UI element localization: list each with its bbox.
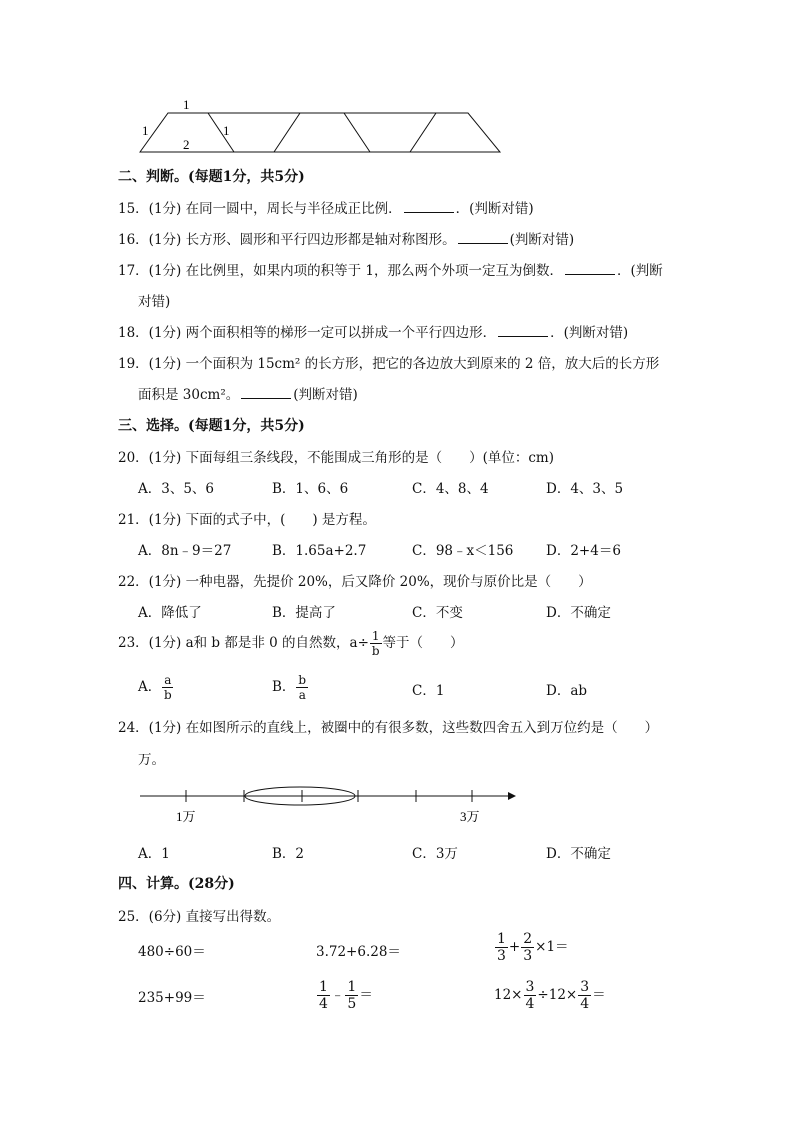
q21-option-a[interactable]: A．8n﹣9＝27 <box>138 543 232 559</box>
question-25: 25．(6分) 直接写出得数。 <box>118 909 281 925</box>
calc-2: 3.72+6.28＝ <box>316 944 401 960</box>
question-22: 22．(1分) 一种电器，先提价 20%，后又降价 20%，现价与原价比是（ ） <box>118 574 592 590</box>
question-20: 20．(1分) 下面每组三条线段，不能围成三角形的是（ ）(单位：cm) <box>118 450 554 466</box>
calc-4: 235+99＝ <box>138 990 206 1006</box>
question-17-line2: 对错) <box>138 294 171 310</box>
number-line-figure <box>136 778 521 828</box>
label-bottom: 2 <box>183 137 190 152</box>
q21-option-c[interactable]: C．98﹣x＜156 <box>412 543 514 559</box>
q23-option-b[interactable]: B． $\frac{b}{a}$ <box>272 673 307 702</box>
answer-blank-19[interactable] <box>241 386 291 399</box>
q20-option-c[interactable]: C．4、8、4 <box>412 481 489 497</box>
q20-option-b[interactable]: B．1、6、6 <box>272 481 349 497</box>
question-24: 24．(1分) 在如图所示的直线上，被圈中的有很多数，这些数四舍五入到万位约是（ ） <box>118 720 659 736</box>
answer-blank-15[interactable] <box>404 200 454 213</box>
q23-option-c[interactable]: C．1 <box>412 683 445 699</box>
answer-blank-16[interactable] <box>458 231 508 244</box>
question-15: 15．(1分) 在同一圆中，周长与半径成正比例． ．(判断对错) <box>118 201 534 217</box>
question-18: 18．(1分) 两个面积相等的梯形一定可以拼成一个平行四边形． ．(判断对错) <box>118 325 629 341</box>
section3-heading: 三、选择。(每题1分，共5分) <box>118 418 305 434</box>
q23-option-d[interactable]: D．ab <box>546 683 588 699</box>
question-19-line2: 面积是 30cm²。 (判断对错) <box>138 387 358 403</box>
calc-3: $\frac{1}{3}$ + $\frac{2}{3}$ ×1＝ <box>497 931 569 964</box>
calc-1: 480÷60＝ <box>138 944 206 960</box>
question-23: 23．(1分) a和 b 都是非 0 的自然数，a÷ $\frac{1}{b}$ 等于（ ） <box>118 629 464 658</box>
tick-label-left: 1万 <box>176 809 196 824</box>
q24-option-b[interactable]: B．2 <box>272 846 305 862</box>
q22-option-c[interactable]: C．不变 <box>412 605 463 621</box>
q21-option-d[interactable]: D．2+4＝6 <box>546 543 621 559</box>
tick-label-right: 3万 <box>460 809 480 824</box>
q21-option-b[interactable]: B．1.65a+2.7 <box>272 543 367 559</box>
answer-blank-18[interactable] <box>498 324 548 337</box>
question-16: 16．(1分) 长方形、圆形和平行四边形都是轴对称图形。 (判断对错) <box>118 232 575 248</box>
q24-option-a[interactable]: A．1 <box>138 846 170 862</box>
section4-heading: 四、计算。(28分) <box>118 876 235 892</box>
section2-heading: 二、判断。(每题1分，共5分) <box>118 169 305 185</box>
q23-option-a[interactable]: A． $\frac{a}{b}$ <box>138 673 172 702</box>
question-19: 19．(1分) 一个面积为 15cm² 的长方形，把它的各边放大到原来的 2 倍，放大后的长方形 <box>118 356 660 372</box>
q22-option-d[interactable]: D．不确定 <box>546 605 611 621</box>
q23-fraction: $\frac{1}{b}$ <box>371 629 380 658</box>
calc-5: $\frac{1}{4}$ ﹣ $\frac{1}{5}$ ＝ <box>319 979 373 1012</box>
q24-option-c[interactable]: C．3万 <box>412 846 458 862</box>
q20-option-d[interactable]: D．4、3、5 <box>546 481 624 497</box>
question-17: 17．(1分) 在比例里，如果内项的积等于 1，那么两个外项一定互为倒数． ．(判断 <box>118 263 663 279</box>
q24-option-d[interactable]: D．不确定 <box>546 846 611 862</box>
q22-option-a[interactable]: A．降低了 <box>138 605 202 621</box>
parallelogram-strip-figure <box>130 95 510 157</box>
question-21: 21．(1分) 下面的式子中，( ) 是方程。 <box>118 512 376 528</box>
label-top: 1 <box>183 97 190 112</box>
question-24-line2: 万。 <box>138 752 165 768</box>
label-right: 1 <box>223 123 230 138</box>
calc-6: 12× $\frac{3}{4}$ ÷12× $\frac{3}{4}$ ＝ <box>494 979 606 1012</box>
answer-blank-17[interactable] <box>565 262 615 275</box>
q22-option-b[interactable]: B．提高了 <box>272 605 336 621</box>
label-left: 1 <box>142 123 149 138</box>
q20-option-a[interactable]: A．3、5、6 <box>138 481 215 497</box>
